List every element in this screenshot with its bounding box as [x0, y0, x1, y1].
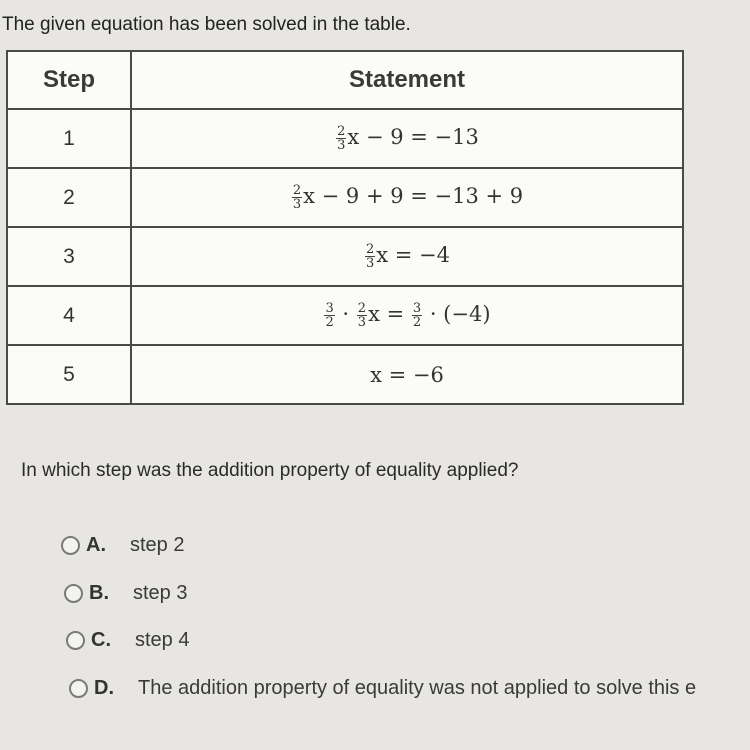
- option-c[interactable]: [66, 627, 189, 653]
- statement-cell: [131, 345, 683, 404]
- option-label: step 2: [130, 533, 185, 556]
- option-a[interactable]: [61, 532, 184, 558]
- table-row: [7, 286, 683, 345]
- radio-button-icon[interactable]: [69, 679, 88, 698]
- fraction: $\frac{2}{3}$: [365, 242, 375, 271]
- statement-text: x = −6: [370, 362, 444, 387]
- option-letter: A.: [86, 533, 106, 556]
- statement-text: x − 9 + 9 = −13 + 9: [303, 184, 524, 208]
- statement-text: x − 9 = −13: [347, 125, 479, 149]
- option-d[interactable]: [69, 675, 696, 701]
- fraction: $\frac{2}{3}$: [292, 183, 302, 212]
- header-step: Step: [7, 51, 131, 109]
- step-number: 2: [7, 168, 131, 227]
- fraction: $\frac{2}{3}$: [337, 124, 346, 153]
- statement-cell: [131, 286, 683, 345]
- option-b[interactable]: [64, 580, 187, 606]
- step-number: 5: [7, 345, 131, 404]
- table-header-row: [7, 51, 683, 109]
- radio-button-icon[interactable]: [64, 584, 83, 603]
- statement-text: x =: [368, 302, 411, 326]
- table-row: [7, 345, 683, 404]
- statement-cell: [131, 227, 683, 286]
- table-row: [7, 168, 683, 227]
- option-letter: B.: [89, 581, 109, 604]
- statement-text: ·: [335, 302, 356, 326]
- table-row: [7, 109, 683, 168]
- option-label: The addition property of equality was not applied to solve this e: [138, 676, 697, 699]
- statement-cell: [131, 168, 683, 227]
- step-number: 1: [7, 109, 131, 168]
- radio-button-icon[interactable]: [61, 536, 80, 555]
- fraction: $\frac{3}{2}$: [412, 301, 422, 330]
- radio-button-icon[interactable]: [66, 631, 85, 650]
- option-letter: C.: [91, 628, 111, 651]
- step-number: 4: [7, 286, 131, 345]
- fraction: $\frac{2}{3}$: [357, 301, 367, 330]
- question-text: In which step was the addition property of equality applied?: [21, 460, 519, 481]
- fraction: $\frac{3}{2}$: [325, 301, 334, 330]
- statement-cell: [131, 109, 683, 168]
- statement-text: x = −4: [376, 243, 451, 267]
- header-statement: Statement: [131, 51, 683, 109]
- option-label: step 3: [133, 581, 188, 604]
- statement-text: · (−4): [423, 302, 491, 326]
- step-number: 3: [7, 227, 131, 286]
- solution-table: [6, 50, 684, 405]
- option-label: step 4: [135, 628, 190, 651]
- intro-text: The given equation has been solved in the table.: [2, 14, 411, 35]
- option-letter: D.: [94, 676, 114, 699]
- table-row: [7, 227, 683, 286]
